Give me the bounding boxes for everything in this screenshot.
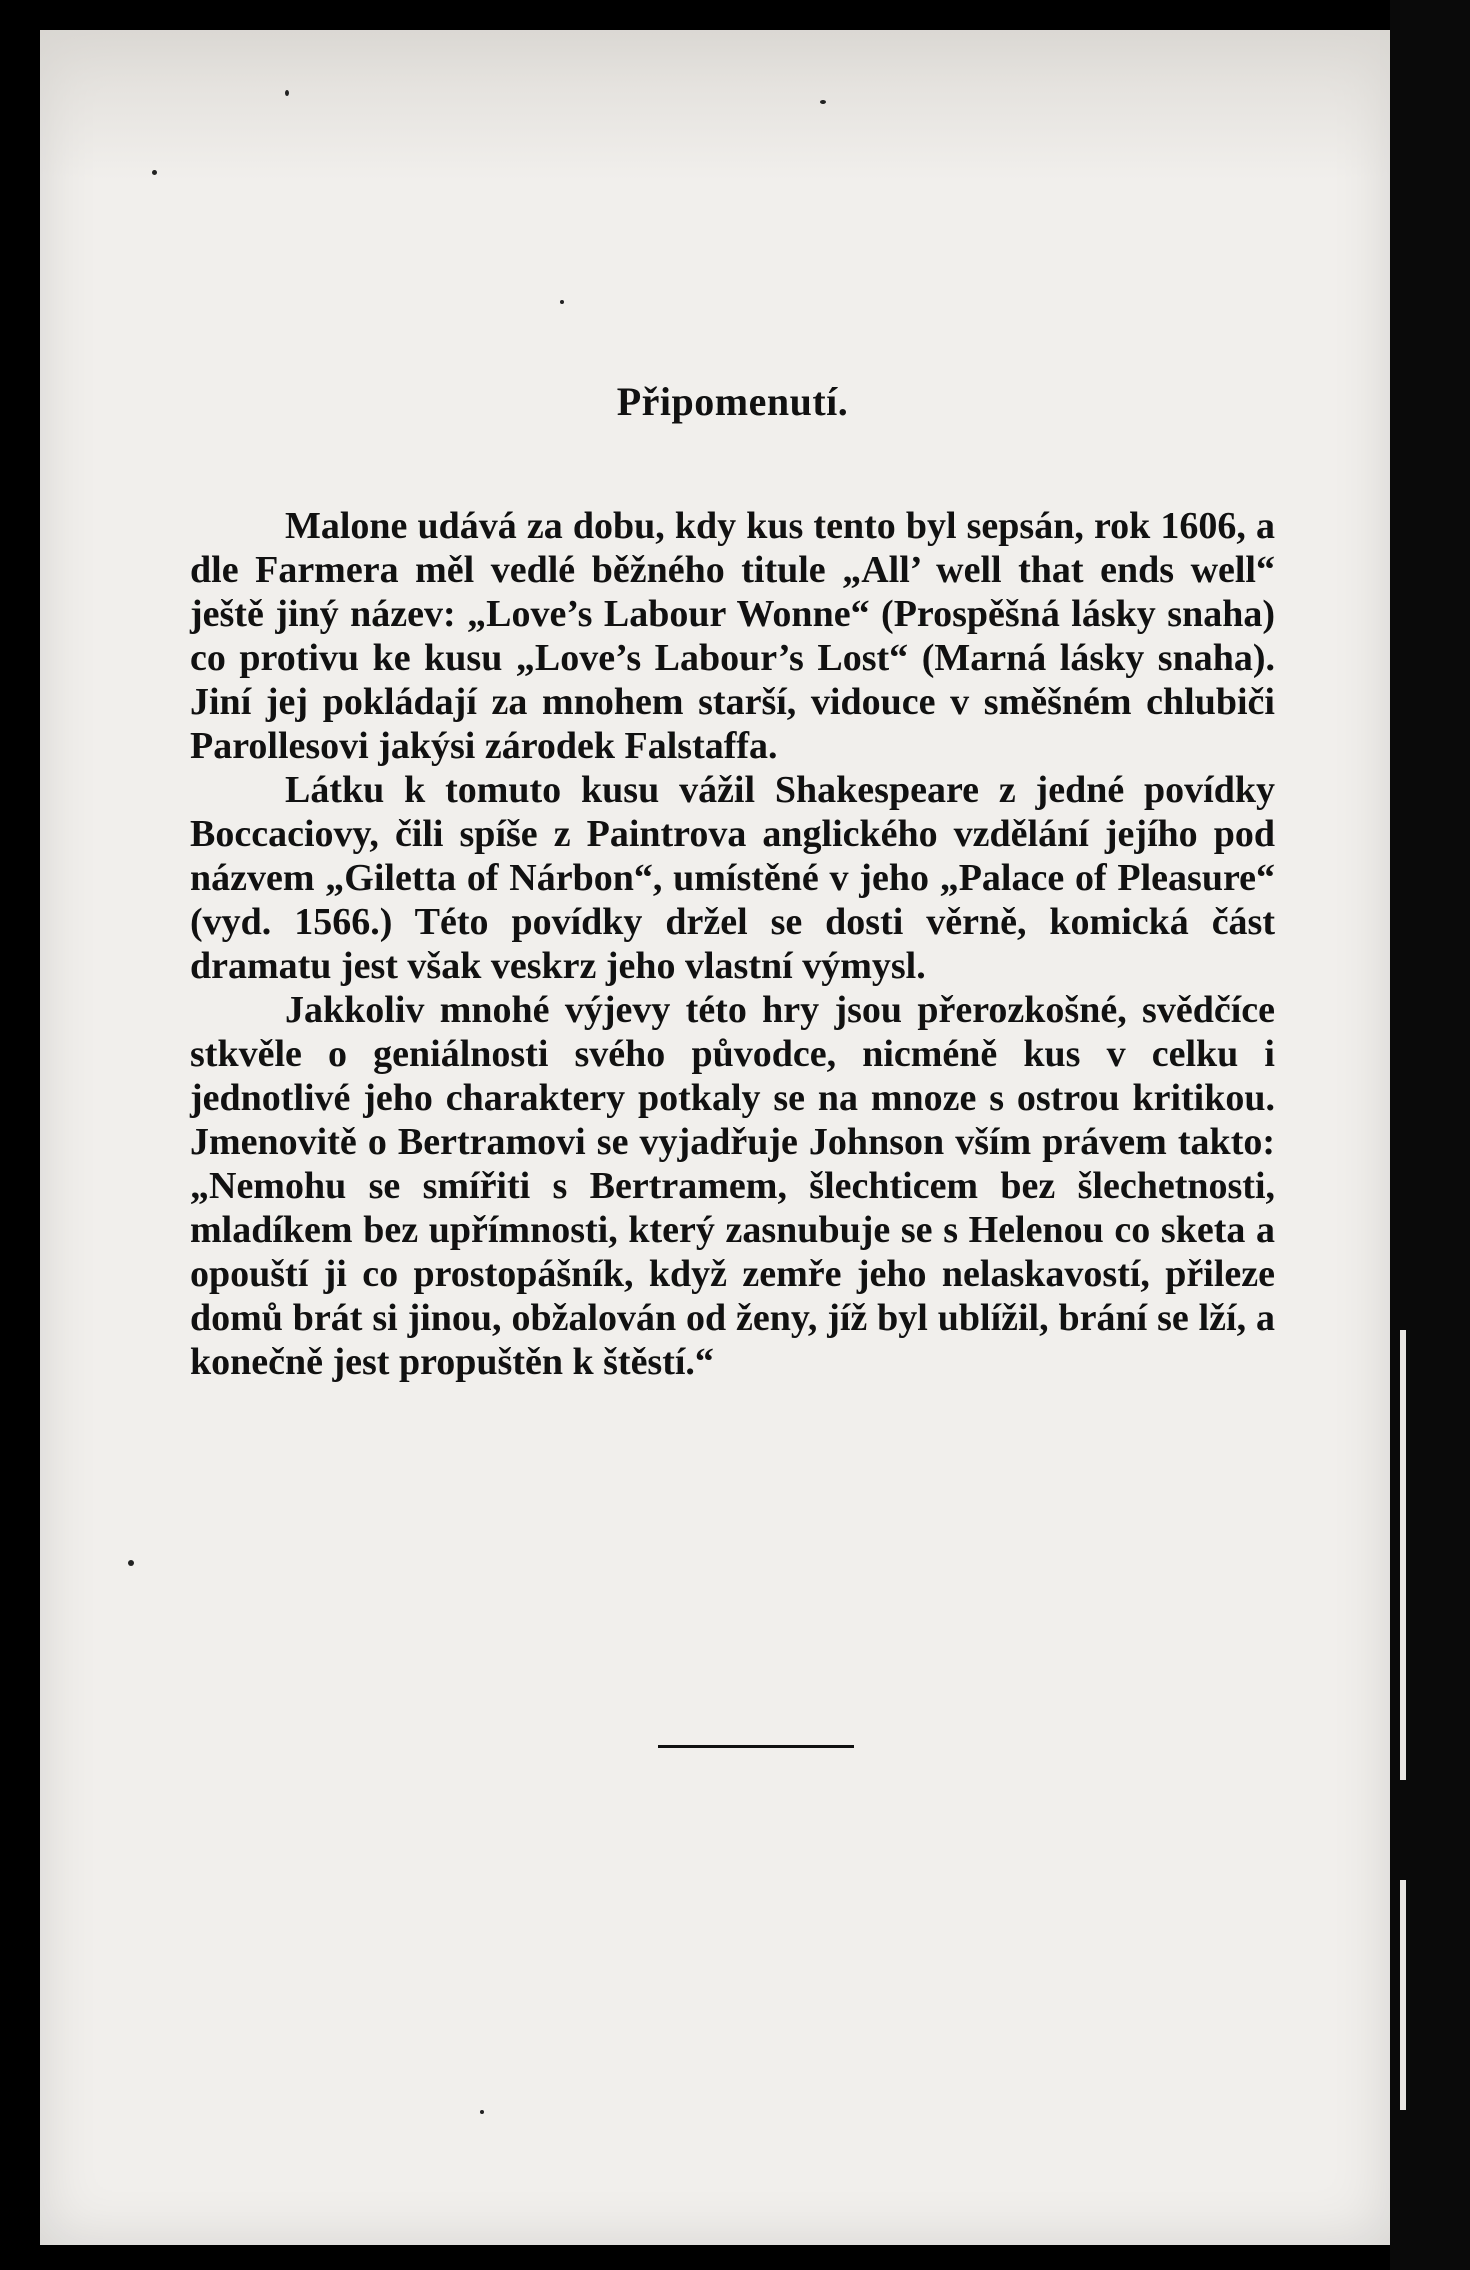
page-edge-line: [1400, 1880, 1406, 2110]
ink-speck: [152, 170, 157, 175]
page-edge-line: [1400, 1330, 1406, 1780]
ink-speck: [285, 90, 289, 96]
paragraph-3: Jakkoliv mnohé výjevy této hry jsou přerozkošné, svědčíce stkvěle o geniálnosti svého původce, nicméně kus v celku i jednotlivé jeho charaktery potkaly se na mnoze s ostrou kritikou. Jmenovitě o Bertramovi se vyjadřuje Johnson vším právem takto: „Nemohu se smířiti s Bertramem, šlechticem bez šlechetnosti, mladíkem bez upřímnosti, který zasnubuje se s Helenou co sketa a opouští ji co prostopášník, když zemře jeho nelaskavostí, přileze domů brát si jinou, obžalován od ženy, jíž byl ublížil, brání se lží, a konečně jest propuštěn k štěstí.“: [190, 989, 1275, 1383]
paragraph-1: Malone udává za dobu, kdy kus tento byl sepsán, rok 1606, a dle Farmera měl vedlé běžného titule „All’ well that ends well“ ještě jiný název: „Love’s Labour Wonne“ (Prospěšná lásky snaha) co protivu ke kusu „Love’s Labour’s Lost“ (Marná lásky snaha). Jiní jej pokládají za mnohem starší, vidouce v směšném chlubiči Parollesovi jakýsi zárodek Falstaffa.: [190, 505, 1275, 767]
ink-speck: [560, 300, 564, 304]
page-title: Připomenutí.: [616, 379, 849, 424]
text-body: [190, 380, 1275, 1384]
closing-rule: [658, 1745, 854, 1748]
ink-speck: [820, 100, 826, 104]
ink-speck: [480, 2110, 484, 2114]
paragraph-2: Látku k tomuto kusu vážil Shakespeare z jedné povídky Boccaciovy, čili spíše z Paintrova anglického vzdělání jejího pod názvem „Giletta of Nárbon“, umístěné v jeho „Palace of Pleasure“ (vyd. 1566.) Této povídky držel se dosti věrně, komická část dramatu jest však veskrz jeho vlastní výmysl.: [190, 769, 1275, 987]
ink-speck: [128, 1560, 134, 1566]
